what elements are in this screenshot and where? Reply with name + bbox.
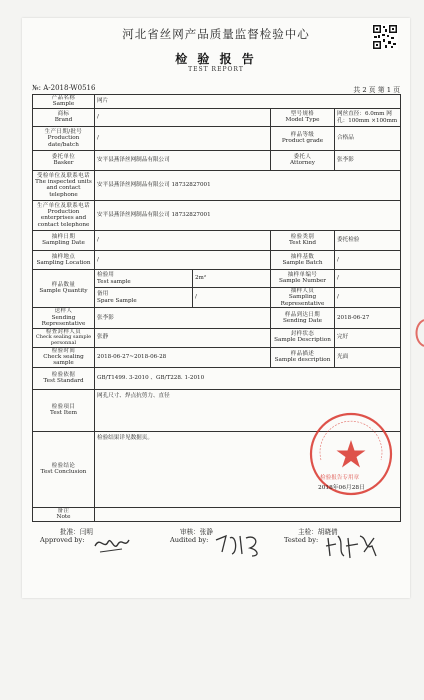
inspected-units-value: 安平县燕泽丝网制品有限公司 18732827001 [95,171,401,201]
audited-signature [212,532,264,558]
note-value [95,507,401,521]
sample-value: 网片 [95,95,401,109]
seal-status-value: 完好 [335,328,401,347]
row-sample-quantity-a: 样品数量 Sample Quantity 检验用 Test sample 2m² 抽样单编号 Sample Number / [33,270,401,288]
report-title-zh: 检 验 报 告 [175,52,257,66]
brand-value: / [95,109,271,127]
production-date-value: / [95,127,271,151]
production-enterprises-value: 安平县燕泽丝网制品有限公司 18732827001 [95,201,401,231]
test-kind-value: 委托检验 [335,231,401,251]
basker-value: 安平县燕泽丝网制品有限公司 [95,151,271,171]
attorney-value: 张李影 [335,151,401,171]
tested-label-zh: 主检： [298,528,318,536]
row-note: 备注 Note [33,507,401,521]
approved-label-zh: 批准： [60,528,80,536]
sending-rep-value: 张李影 [95,308,271,328]
approved-signature [92,534,132,556]
row-test-conclusion: 检验结论 Test Conclusion 检验结果详见数据页。 [33,431,401,507]
audited-label-en: Audited by: [170,536,209,544]
row-test-item: 检验项目 Test Item 网孔尺寸、焊点抗剪力、直径 [33,389,401,431]
row-basker: 委托单位 Basker 安平县燕泽丝网制品有限公司 委托人 Attorney 张李影 [33,151,401,171]
test-standard-value: GB/T1499. 3-2010 、GB/T228. 1-2010 [95,367,401,389]
row-sample-quantity-b: 备用 Spare Sample / 抽样人员 Sampling Representative / [33,288,401,308]
row-brand: 商标 Brand / 型号规格 Model Type 网丝直径：6.0mm 网孔：100mm ×100mm [33,109,401,127]
approved-block [40,526,93,544]
report-title-en: TEST REPORT [188,66,244,73]
edge-seal-mark [410,318,424,348]
row-test-standard: 检验依据 Test Standard GB/T1499. 3-2010 、GB/T228. 1-2010 [33,367,401,389]
tested-label-en: Tested by: [284,536,319,544]
row-sending-rep: 送样人 Sending Representative 张李影 样品到达日期 Sending Date 2018-06-27 [33,308,401,328]
page-info: 共 2 页 第 1 页 [353,86,400,94]
audited-label-zh: 审核： [180,528,200,536]
row-inspected-units: 受检单位及联系电话 The inspected units and contact telephone 安平县燕泽丝网制品有限公司 18732827001 [33,171,401,201]
audited-block [170,526,213,544]
sampling-location-value: / [95,251,271,270]
sampling-date-value: / [95,231,271,251]
stamp-date: 2018年06月28日 [318,485,365,491]
approved-label-en: Approved by: [40,536,85,544]
report-page [22,18,410,598]
check-time-value: 2018-06-27~2018-06-28 [95,347,271,367]
test-sample-value: 2m² [193,270,271,288]
org-title: 河北省丝网产品质量监督检验中心 [122,27,310,41]
sample-number-value: / [335,270,401,288]
qr-code-icon [372,24,398,50]
row-sample: 产品名称 Sample 网片 [33,95,401,109]
row-check-sealing-personal: 检查封样人员 Check sealing sample personnal 张静 封样状态 Sample Description 完好 [33,328,401,347]
row-sampling-date: 抽样日期 Sampling Date / 检验类别 Test Kind 委托检验 [33,231,401,251]
check-sealing-personal-value: 张静 [95,328,271,347]
sample-batch-value: / [335,251,401,270]
test-conclusion-value: 检验结果详见数据页。 [95,431,401,507]
sending-date-value: 2018-06-27 [335,308,401,328]
row-sampling-location: 抽样地点 Sampling Location / 抽样基数 Sample Batch / [33,251,401,270]
sample-description-value: 光面 [335,347,401,367]
spare-sample-value: / [193,288,271,308]
tested-signature [324,532,380,560]
approved-name: 闫明 [79,528,93,536]
product-grade-value: 合格品 [335,127,401,151]
test-item-value: 网孔尺寸、焊点抗剪力、直径 [95,389,401,431]
stamp-caption: 检验报告专用章 [320,475,360,481]
model-type-value: 网丝直径：6.0mm 网孔：100mm ×100mm [335,109,401,127]
row-production-date: 生产日期/批号 Production date/batch / 样品等级 Product grade 合格品 [33,127,401,151]
row-production-enterprises: 生产单位及联系电话 Production enterprises and contact telephone 安平县燕泽丝网制品有限公司 18732827001 [33,201,401,231]
sampling-rep-value: / [335,288,401,308]
report-number: №: A-2018-W0516 [32,84,96,92]
row-check-sealing-sample: 检验时间 Check sealing sample 2018-06-27~2018-06-28 样品描述 Sample description 光面 [33,347,401,367]
audited-name: 张静 [199,528,213,536]
tested-name: 胡晓倩 [317,528,338,536]
